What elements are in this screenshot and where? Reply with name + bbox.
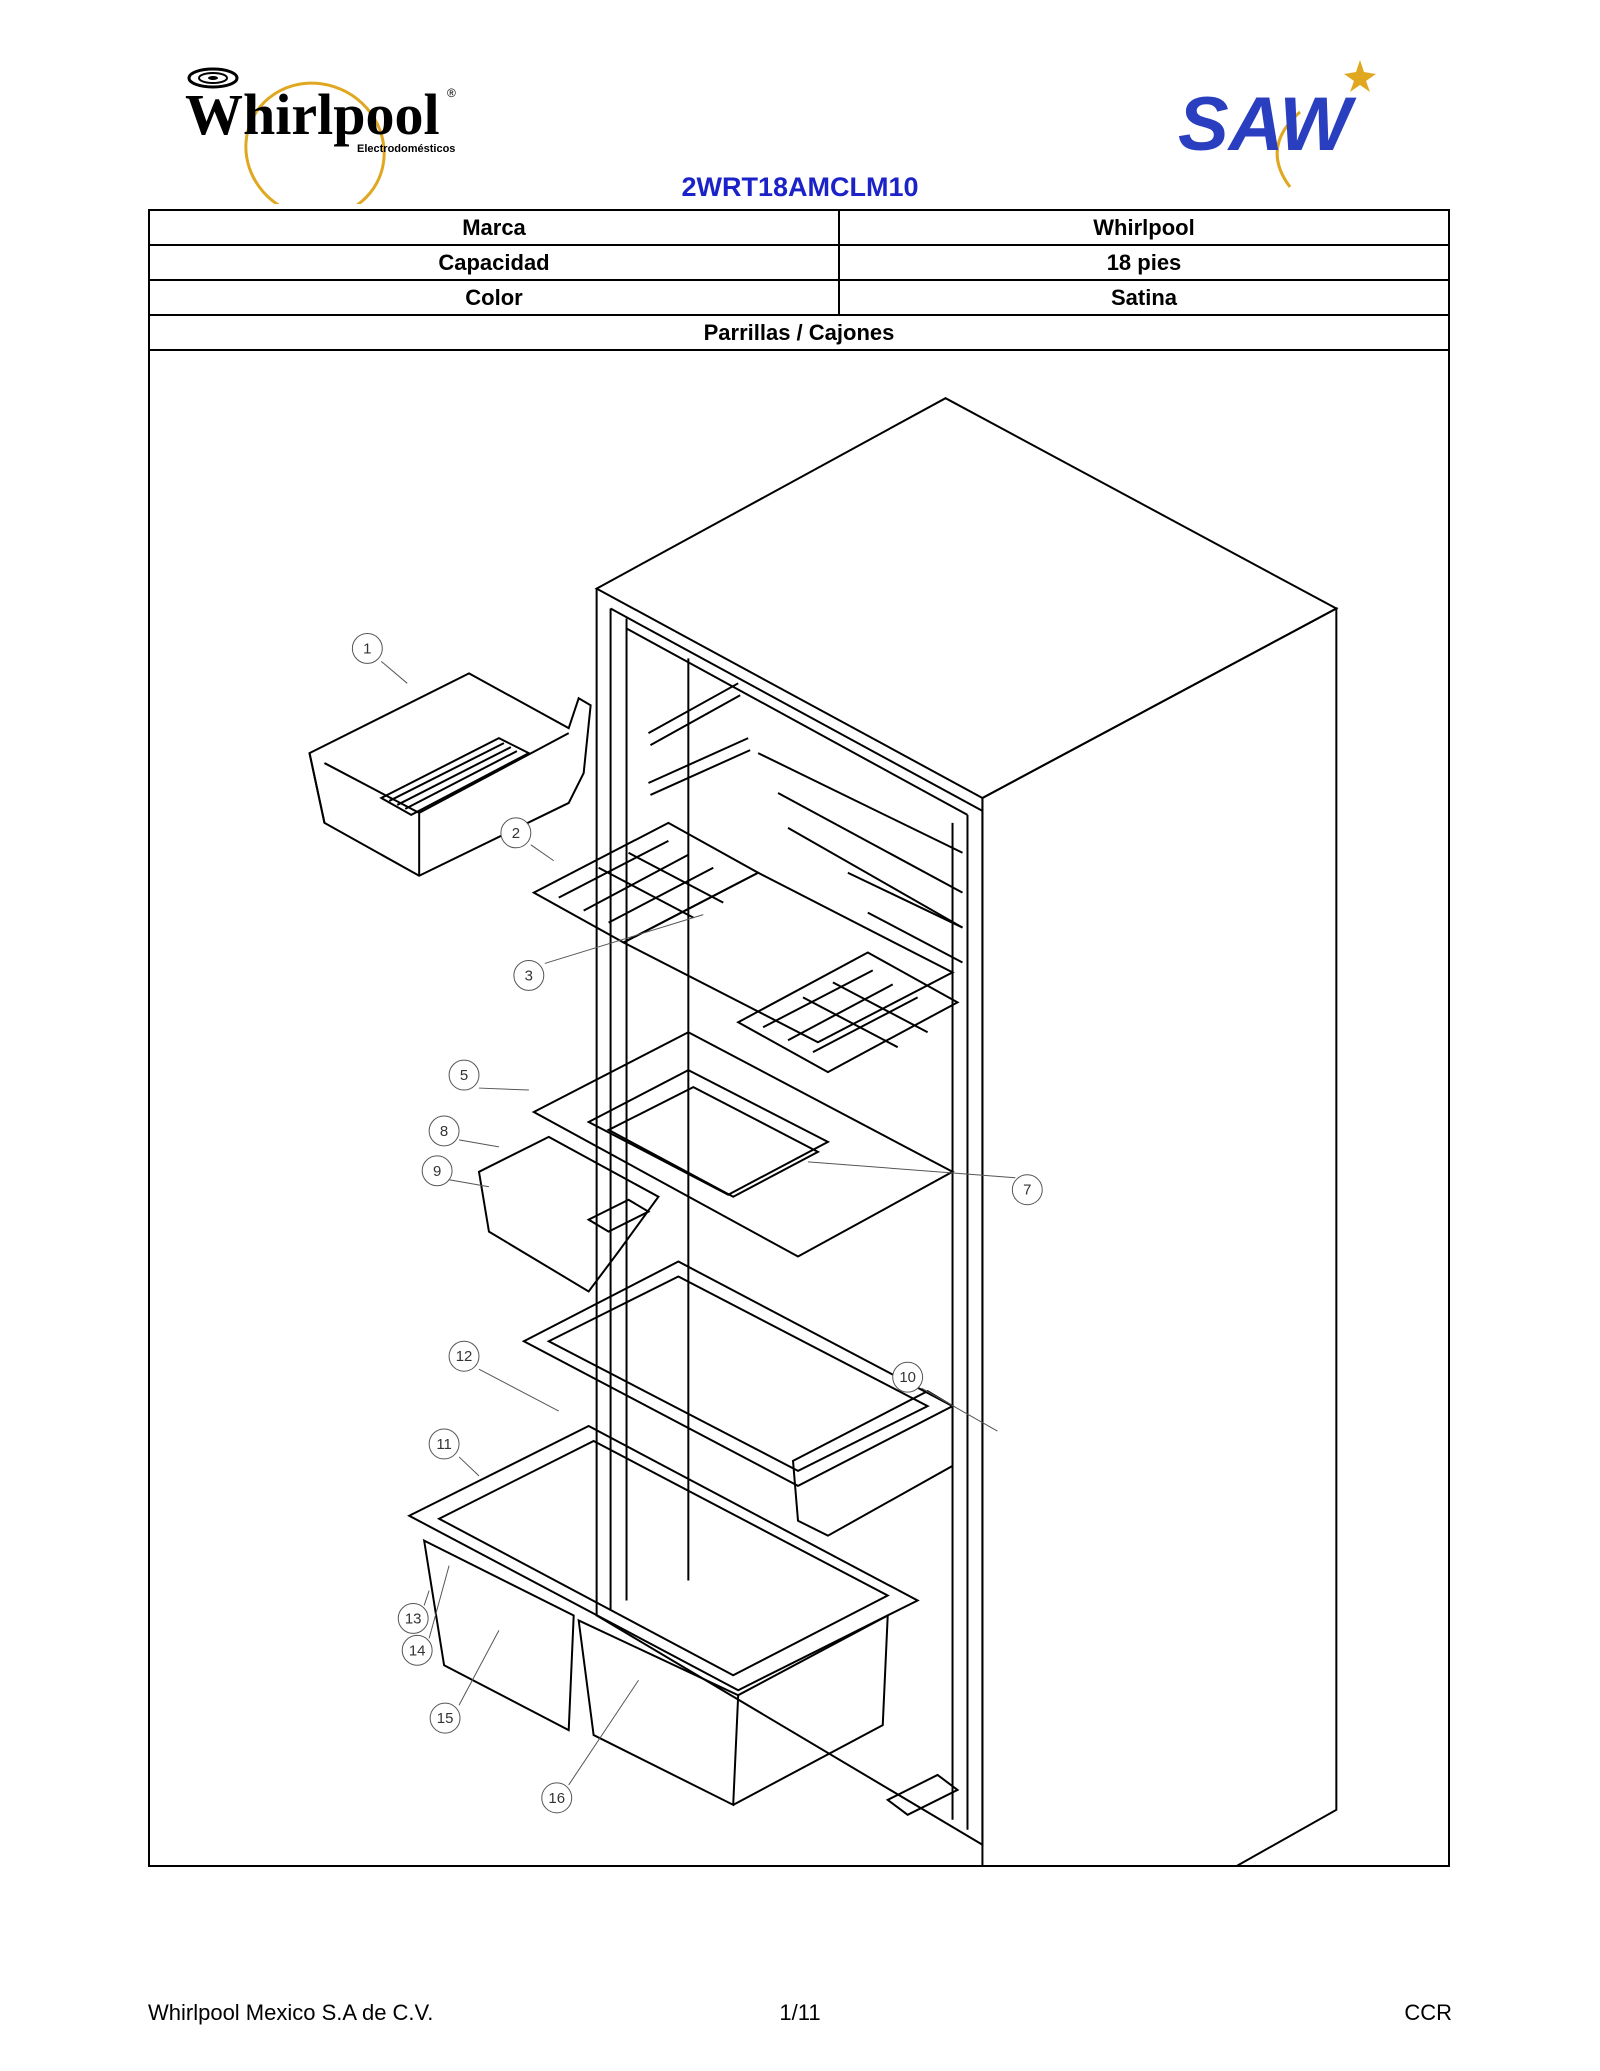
callout-3: [514, 960, 544, 990]
deli-drawer: [479, 1137, 658, 1292]
spec-row-brand: [150, 211, 1448, 246]
callout-8: [429, 1116, 459, 1146]
spec-row-capacity: [150, 246, 1448, 281]
callout-label: 9: [432, 1162, 442, 1180]
callout-label: 14: [408, 1642, 426, 1660]
callout-label: 16: [548, 1789, 566, 1807]
section-title-row: [150, 316, 1448, 351]
spec-value: Satina: [1110, 284, 1178, 310]
cabinet-side: [982, 609, 1336, 1865]
callout-label: 10: [899, 1369, 916, 1387]
spec-label: Marca: [150, 211, 840, 244]
ice-bin: [310, 673, 591, 875]
footer-code: CCR: [1404, 2000, 1452, 2025]
callout-label: 1: [363, 640, 372, 658]
saw-logo-text: SAW: [1178, 82, 1352, 167]
callout-11: [429, 1429, 459, 1459]
model-number: 2WRT18AMCLM10: [681, 172, 919, 202]
callout-label: 5: [459, 1067, 469, 1085]
ice-tray-left: [534, 823, 758, 943]
callout-label: 7: [1023, 1181, 1032, 1199]
callout-1: [352, 633, 382, 663]
callout-10: [893, 1362, 923, 1392]
callout-label: 13: [404, 1610, 422, 1628]
ice-tray-right: [738, 952, 957, 1072]
callout-15: [430, 1703, 460, 1733]
spec-label: Color: [150, 281, 840, 314]
footer-company: Whirlpool Mexico S.A de C.V.: [148, 2000, 434, 2025]
callout-13: [398, 1603, 428, 1633]
spec-value: Whirlpool: [1093, 214, 1195, 240]
whirlpool-logo-text: Whirlpool: [185, 82, 440, 147]
callout-5: [449, 1060, 479, 1090]
crisper-cover: [409, 1426, 917, 1690]
door-bin: [793, 1391, 953, 1536]
cabinet-top: [597, 398, 1337, 798]
crisper-drawer-left: [424, 1541, 574, 1730]
callout-16: [542, 1783, 572, 1813]
lower-shelf: [524, 1262, 953, 1486]
spec-label: Capacidad: [150, 246, 840, 279]
exploded-parts-diagram: [150, 352, 1448, 1865]
section-title: Parrillas / Cajones: [703, 319, 895, 345]
callout-label: 15: [436, 1710, 454, 1728]
footer-page-number: 1/11: [779, 2000, 821, 2025]
callout-2: [501, 818, 531, 848]
svg-text:®: ®: [447, 86, 456, 100]
spec-table: [148, 209, 1450, 1867]
spec-value: 18 pies: [1106, 249, 1182, 275]
callout-label: 12: [455, 1348, 473, 1366]
callout-7: [1012, 1175, 1042, 1205]
callout-label: 2: [511, 824, 521, 842]
spec-row-color: [150, 281, 1448, 316]
callout-label: 3: [524, 967, 533, 985]
callout-14: [402, 1635, 432, 1665]
whirlpool-logo-subtext: Electrodomésticos: [357, 143, 456, 155]
callout-12: [449, 1341, 479, 1371]
callout-label: 11: [436, 1435, 452, 1453]
callout-9: [422, 1156, 452, 1186]
callout-label: 8: [439, 1122, 449, 1140]
saw-logo: [1170, 52, 1390, 192]
